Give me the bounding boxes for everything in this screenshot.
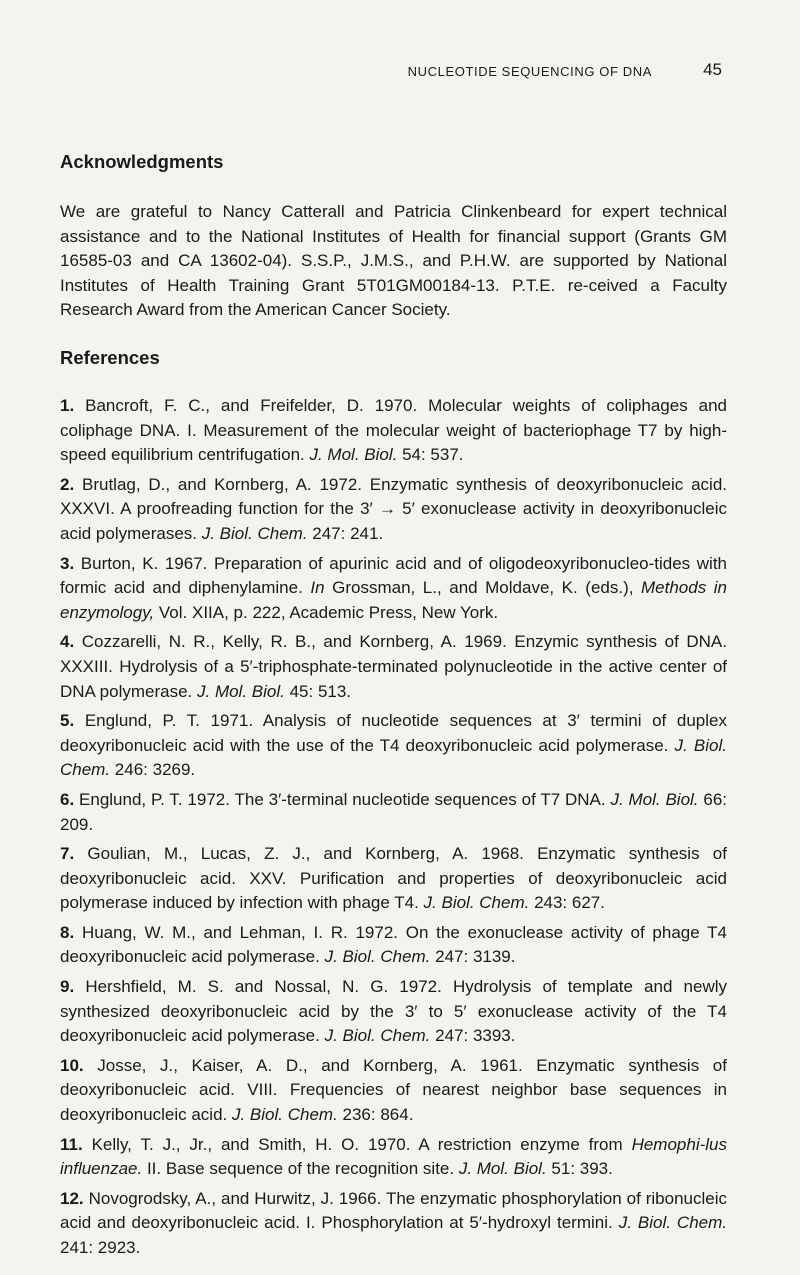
book-title: Methods in enzymology, [60,578,727,622]
reference-number: 9. [60,977,75,997]
reference-text: Englund, P. T. 1972. The 3′-terminal nucleotide sequences of T7 DNA. [79,789,611,809]
journal-name: J. Biol. Chem. [201,523,308,543]
reference-text: Bancroft, F. C., and Freifelder, D. 1970. Molecular weights of coliphages and coliphage DNA. I. Measurement of the molecular weight of bacteriophage T7 by high-speed equilibrium centrifugation. [60,396,727,465]
reference-text: Cozzarelli, N. R., Kelly, R. B., and Kornberg, A. 1969. Enzymic synthesis of DNA. XXXIII. Hydrolysis of a 5′-triphosphate-terminated polynucleotide in the active center of DNA polymerase. [60,632,727,701]
reference-text: Huang, W. M., and Lehman, I. R. 1972. On the exonuclease activity of phage T4 deoxyribonucleic acid polymerase. [60,922,727,967]
reference-item [60,921,727,970]
reference-citation: 66: 209. [60,789,727,834]
reference-text: Hershfield, M. S. and Nossal, N. G. 1972. Hydrolysis of template and newly synthesized deoxyribonucleic acid by the 3′ to 5′ exonuclease activity of the T4 deoxyribonucleic acid polymerase. [60,977,727,1046]
reference-number: 6. [60,789,75,809]
references-heading: References [60,347,160,368]
reference-text: Brutlag, D., and Kornberg, A. 1972. Enzymatic synthesis of deoxyribonucleic acid. XXXVI. A proofreading function for the 3′ → 5′ exonuclease activity in deoxyribonucleic acid polymerases. [60,474,727,543]
reference-number: 11. [60,1134,83,1154]
reference-citation: 246: 3269. [110,760,196,780]
reference-number: 12. [60,1188,84,1208]
running-title: NUCLEOTIDE SEQUENCING OF DNA [407,64,652,79]
reference-citation: 247: 3393. [430,1026,516,1046]
reference-item [60,1054,727,1128]
reference-citation: 236: 864. [337,1105,414,1125]
reference-number: 2. [60,474,75,494]
reference-number: 10. [60,1055,84,1075]
acknowledgments-heading: Acknowledgments [60,151,224,172]
journal-name: J. Biol. Chem. [324,947,431,967]
journal-name: J. Mol. Biol. [610,789,699,809]
reference-text: Goulian, M., Lucas, Z. J., and Kornberg, A. 1968. Enzymatic synthesis of deoxyribonucleic acid. XXV. Purification and properties of deoxyribonucleic acid polymerase induced by infection with phage T4. [60,844,727,913]
reference-number: 4. [60,632,75,652]
reference-citation: 247: 3139. [430,947,516,967]
reference-citation: 54: 537. [397,445,464,465]
reference-text: Burton, K. 1967. Preparation of apurinic acid and of oligodeoxyribonucleo-tides with formic acid and diphenylamine. [60,553,728,598]
reference-number: 1. [60,396,75,415]
acknowledgments-text: We are grateful to Nancy Catterall and Patricia Clinkenbeard for expert technical assistance and to the National Institutes of Health for financial support (Grants GM 16585-03 and CA 13602-04). S.S.P., J.M.S., and P.H.W. are supported by National Institutes of Health Training Grant 5T01GM00184-13. P.T.E. re-ceived a Faculty Research Award from the American Cancer Society. [60,202,727,320]
reference-citation: 241: 2923. [60,1238,141,1257]
reference-citation: 247: 241. [307,523,384,543]
species-name: Hemophi-lus influenzae. [60,1134,727,1179]
reference-list [60,394,727,1266]
reference-text: Kelly, T. J., Jr., and Smith, H. O. 1970. A restriction enzyme from [91,1134,632,1154]
reference-number: 3. [60,553,75,573]
reference-item [60,630,727,704]
reference-citation: Vol. XIIA, p. 222, Academic Press, New York. [154,602,499,622]
reference-item [60,1187,727,1261]
reference-text: Novogrodsky, A., and Hurwitz, J. 1966. The enzymatic phosphorylation of ribonucleic acid and deoxyribonucleic acid. I. Phosphorylation at 5′-hydroxyl termini. [60,1188,727,1233]
journal-name: J. Biol. Chem. [60,735,727,780]
reference-text: Josse, J., Kaiser, A. D., and Kornberg, A. 1961. Enzymatic synthesis of deoxyribonucleic acid. VIII. Frequencies of nearest neighbor base sequences in deoxyribonucleic acid. [60,1055,727,1125]
reference-italic: In [310,578,325,598]
reference-item [60,552,727,626]
reference-item [60,473,727,547]
running-head [0,60,800,84]
reference-item [60,1133,727,1182]
reference-item [60,788,727,837]
reference-item [60,394,727,468]
reference-text-mid: Grossman, L., and Moldave, K. (eds.), [324,578,642,598]
journal-name: J. Biol. Chem. [231,1105,338,1125]
reference-number: 7. [60,844,75,864]
journal-name: J. Biol. Chem. [618,1213,727,1233]
reference-number: 5. [60,711,75,731]
journal-name: J. Biol. Chem. [324,1026,431,1046]
reference-text-mid: II. Base sequence of the recognition site. [142,1159,459,1179]
reference-item [60,709,727,783]
journal-name: J. Mol. Biol. [309,445,398,465]
reference-number: 8. [60,922,75,942]
reference-citation: 51: 393. [546,1159,613,1179]
journal-name: J. Mol. Biol. [197,681,285,701]
reference-text: Englund, P. T. 1971. Analysis of nucleotide sequences at 3′ termini of duplex deoxyribonucleic acid with the use of the T4 deoxyribonucleic acid polymerase. [60,711,727,755]
journal-name: J. Biol. Chem. [423,893,530,913]
reference-citation: 243: 627. [529,893,605,913]
reference-item [60,975,727,1049]
journal-name: J. Mol. Biol. [458,1159,547,1179]
page-number: 45 [703,60,722,79]
reference-item [60,842,727,916]
reference-citation: 45: 513. [284,681,352,701]
